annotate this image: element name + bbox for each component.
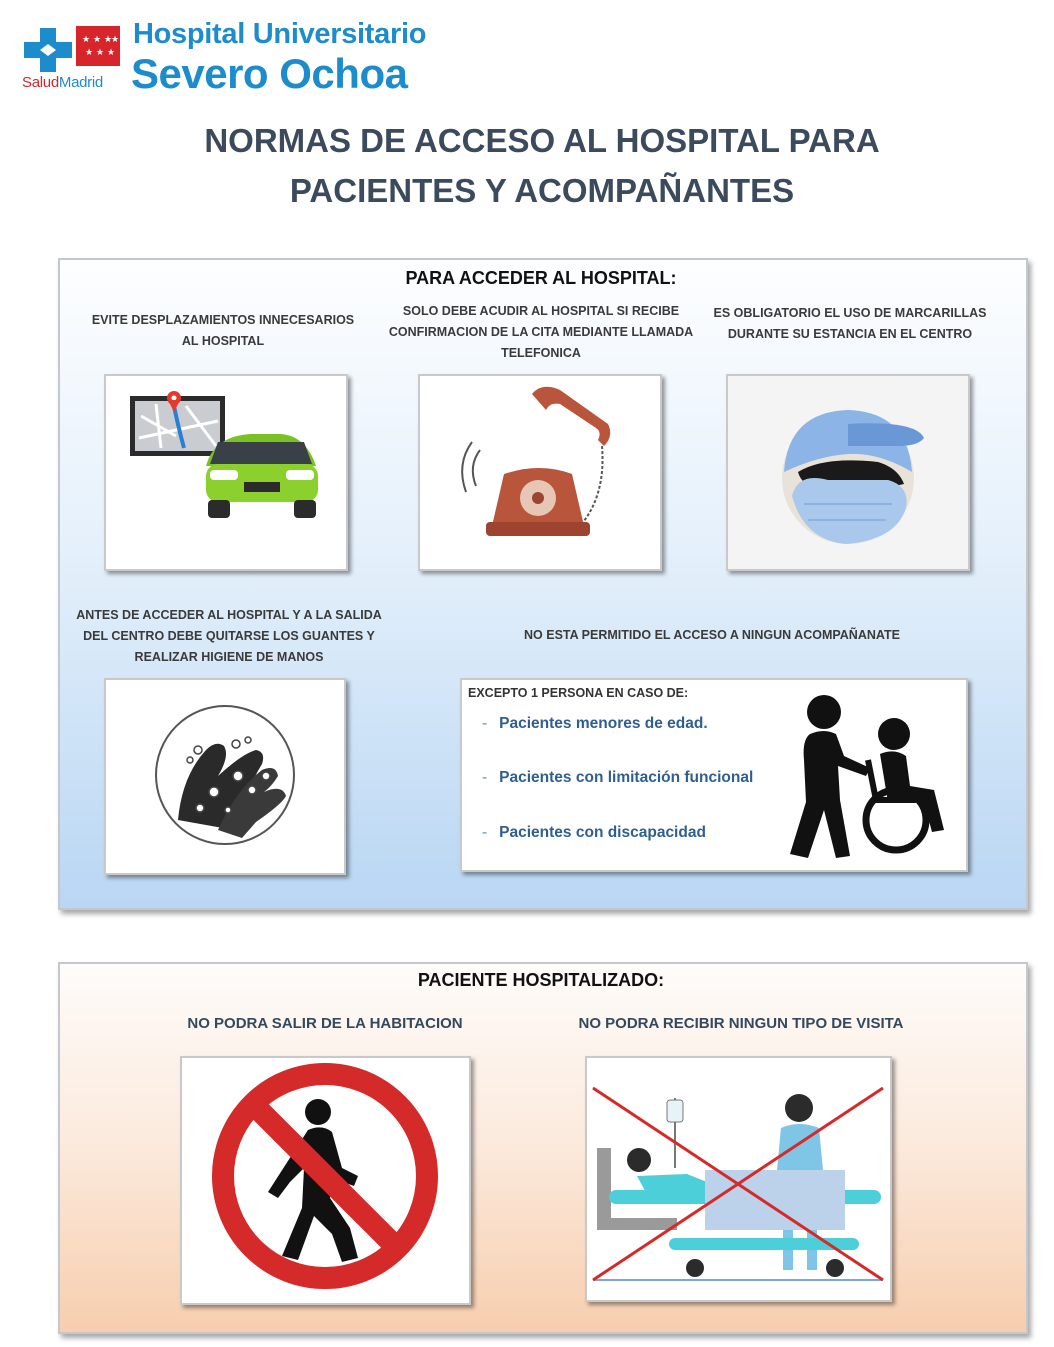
salud-madrid-wordmark: SaludMadrid [22, 74, 103, 91]
telephone-image [418, 374, 662, 571]
hospital-name-line2: Severo Ochoa [131, 50, 408, 97]
no-visits-icon [587, 1058, 890, 1300]
svg-text:★: ★ [82, 35, 91, 45]
wheelchair-companion-image [784, 690, 954, 862]
no-walking-image [180, 1056, 471, 1305]
svg-text:★: ★ [93, 35, 102, 45]
no-visits-image [585, 1056, 892, 1302]
telephone-icon [420, 376, 660, 569]
svg-text:★: ★ [85, 48, 94, 58]
salud-madrid-cross-logo [22, 26, 74, 74]
caption-avoid-travel: EVITE DESPLAZAMIENTOS INNECESARIOS AL HOSPITAL [91, 313, 355, 348]
exception-bullet-disability: - Pacientes con discapacidad [482, 824, 706, 841]
caption-no-leave-room: NO PODRA SALIR DE LA HABITACION [187, 1015, 463, 1032]
exception-bullet-functional-limitation: - Pacientes con limitación funcional [482, 769, 754, 786]
caption-mask-required: ES OBLIGATORIO EL USO DE MARCARILLAS DURANTE SU ESTANCIA EN EL CENTRO [713, 306, 987, 341]
caption-no-visits: NO PODRA RECIBIR NINGUN TIPO DE VISITA [578, 1015, 904, 1032]
svg-text:★: ★ [96, 48, 105, 58]
caption-phone-confirmation: SOLO DEBE ACUDIR AL HOSPITAL SI RECIBE CONFIRMACION DE LA CITA MEDIANTE LLAMADA TELEFONICA [388, 304, 694, 360]
exception-bullet-minors: - Pacientes menores de edad. [482, 715, 708, 732]
page-title-line1: NORMAS DE ACCESO AL HOSPITAL PARA [204, 122, 880, 159]
svg-text:★: ★ [111, 35, 120, 45]
hand-washing-image [104, 678, 346, 875]
access-heading: PARA ACCEDER AL HOSPITAL: [405, 268, 677, 288]
face-mask-image [726, 374, 970, 571]
hand-washing-icon [106, 680, 344, 873]
svg-text:★: ★ [107, 48, 116, 58]
car-gps-image [104, 374, 348, 571]
caption-no-companions: NO ESTA PERMITIDO EL ACCESO A NINGUN ACOMPAÑANATE [524, 628, 900, 642]
car-gps-icon [106, 376, 346, 569]
madrid-flag-logo [76, 26, 120, 66]
svg-text:★: ★ [104, 35, 113, 45]
no-walking-icon [182, 1058, 469, 1303]
page-title-line2: PACIENTES Y ACOMPAÑANTES [289, 172, 795, 209]
caption-hand-hygiene: ANTES DE ACCEDER AL HOSPITAL Y A LA SALIDA DEL CENTRO DEBE QUITARSE LOS GUANTES Y REALIZAR HIGIENE DE MANOS [76, 608, 382, 664]
hospitalized-heading: PACIENTE HOSPITALIZADO: [417, 970, 665, 990]
wheelchair-companion-icon [784, 690, 954, 862]
face-mask-icon [728, 376, 968, 569]
hospital-name-line1: Hospital Universitario [133, 18, 427, 50]
exception-title: EXCEPTO 1 PERSONA EN CASO DE: [468, 686, 689, 700]
